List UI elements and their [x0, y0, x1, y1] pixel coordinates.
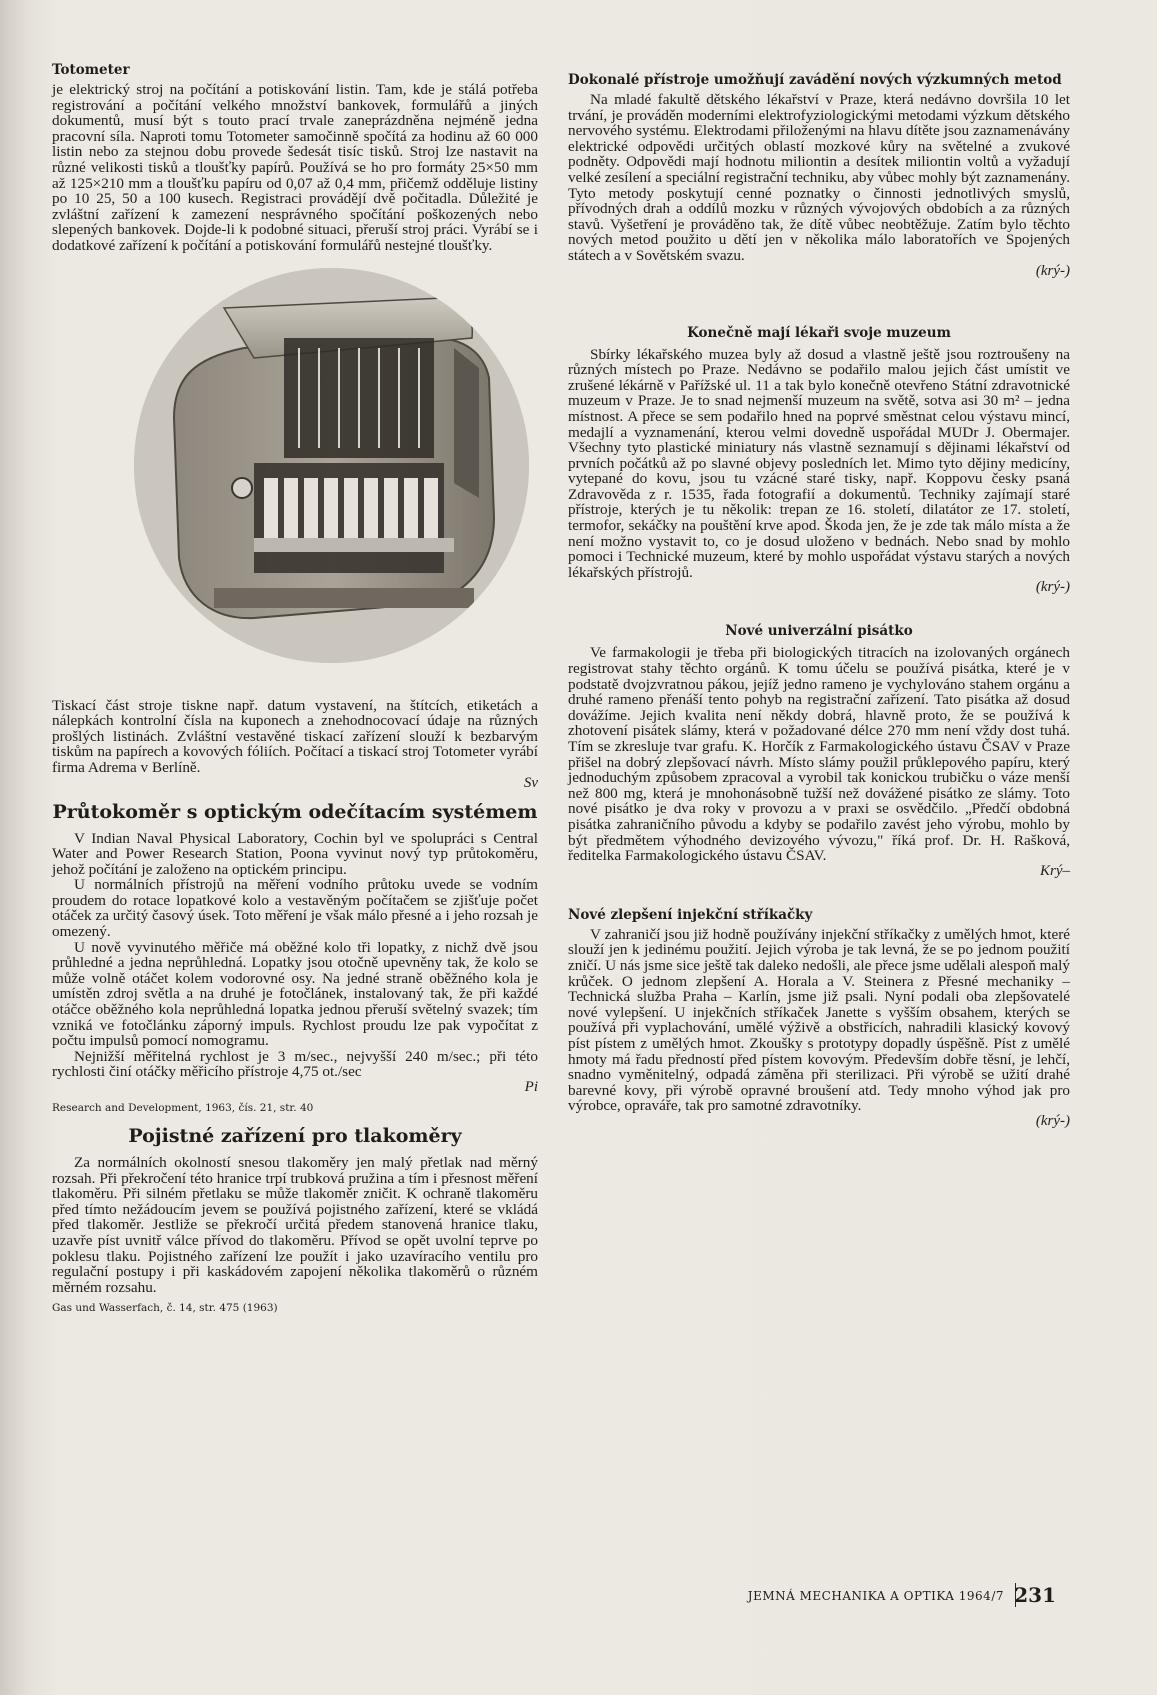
- page-number: 231: [1014, 1583, 1056, 1607]
- prutokomer-paragraph-4: Nejnižší měřitelná rychlost je 3 m/sec., nejvyšší 240 m/sec.; při této rychlosti činí otáčky měřicího přístroje 4,75 ot./sec: [52, 1047, 538, 1081]
- pojistne-paragraph-1: Za normálních okolností snesou tlakoměry jen malý přetlak nad měrný rozsah. Při překročení této hranice trpí trubková pružina a tím i přesnost měření tlakoměru. Při silném přetlaku se může tlakoměr zničit. K ochraně tlakoměru před tímto nežádoucím jevem se používá pojistného zařízení, které se vkládá před tlakoměr. Jestliže se překročí určitá předem stanovená hranice tlaku, uzavře píst uvnitř válce přívod do tlakoměru. Přívod se opět uvolní teprve po poklesu tlaku. Pojistného zařízení lze použít i jako uzavíracího ventilu pro regulační postupy i při kaskádovém zapojení několika tlakoměrů o různém měrném rozsahu.: [52, 1154, 538, 1296]
- totometer-machine-photo: [134, 268, 529, 663]
- prutokomer-signature: Pi: [524, 1079, 538, 1095]
- pisatko-title: Nové univerzální pisátko: [725, 623, 913, 640]
- left-column: [52, 62, 538, 1315]
- strikacky-title: Nové zlepšení injekční stříkačky: [568, 906, 813, 923]
- page-footer: [734, 1583, 1074, 1609]
- pojistne-source: Gas und Wasserfach, č. 14, str. 475 (1963): [52, 1302, 278, 1315]
- prutokomer-paragraph-3: U nově vyvinutého měřiče má oběžné kolo tři lopatky, z nichž dvě jsou průhledné a jedna neprůhledná. Lopatky jsou otočně upevněny tak, že kolo se může volně otáčet kolem vodorovné osy. Na jedné straně oběžného kola je umístěn zdroj světla a na druhé je fotočlánek, instalovaný tak, že při každé otáčce oběžného kola neprůhledná lopatka jednou přeruší světelný svazek; tím vzniká ve fotočlánku záporný impuls. Rychlost proudu lze pak vypočítat z počtu impulsů pomocí nomogramu.: [52, 938, 538, 1050]
- muzeum-paragraph-1: Sbírky lékařského muzea byly až dosud a vlastně ještě jsou roztroušeny na různých místech po Praze. Nedávno se podařilo malou jejich část umístit ve zrušené lékárně v Pařížské ul. 11 a tak bylo konečně otevřeno Státní zdravotnické muzeum v Praze. Je to snad nejmenší muzeum na světě, sotva asi 30 m² – jedna místnost. A přece se sem podařilo hned na poprvé směstnat celou výstavu mincí, medajlí a vyznamenání, kterou velmi dovedně uspořádal MUDr J. Obermajer. Všechny tyto plastické miniatury nás vlastně seznamují s dějinami lékařství od prvních počátků až po slavné objevy posledních let. Mimo tyto dějiny medicíny, vytepané do kovu, jsou tu vzácné staré tisky, např. Koppovu česky psaná Zdravověda z r. 1535, řada fotografií a dokumentů. Techniky zajímají staré přístroje, kterých je tu několik: trepan ze 16. století, dilatátor ze 17. století, termofor, sekáčky na pouštění krve apod. Škoda jen, že je zde tak málo místa a že není možno vystavit to, co je dosud uloženo v bednách. Nebo snad by mohlo pomoci i Technické muzeum, které by mohlo uspořádat výstavu starých a nových lékařských přístrojů.: [568, 345, 1070, 581]
- strikacky-paragraph-1: V zahraničí jsou již hodně používány injekční stříkačky z umělých hmot, které slouží jen k jedinému použití. Jejich výroba je tak levná, že se po jednom použití zničí. U nás jsme sice ještě tak daleko nedošli, ale přece jsme udělali alespoň malý krůček. O jednom zlepšení A. Horala a V. Steinera z Přesné mechaniky – Technická služba Praha – Karlín, jsme již psali. Nyní podali oba zlepšovatelé nové vylepšení. U injekčních stříkaček Janette s vyšším obsahem, kterých se používá při vyplachování, umělé výživě a obstřicích, nahradili klasický kovový píst pístem z umělých hmot. Zkoušky s prototypy dopadly úspěšně. Píst z umělé hmoty má řadu předností před pístem kovovým. Především dobře těsní, je lehčí, snadno vyměnitelný, odpadá záměna při sterilizaci. Při výrobě se užití drahé barevné kovy, při výrobě opravné broušení atd. Tedy mnoho výhod jak pro výrobce, opraváře, tak pro samotné zdravotníky.: [568, 925, 1070, 1115]
- dokonale-paragraph-1: Na mladé fakultě dětského lékařství v Praze, která nedávno dovršila 10 let trvání, je prováděn moderními elektrofyziologickými metodami výzkum dětského nervového systému. Elektrodami přiloženými na hlavu dítěte jsou zaznamenávány elektrické odpovědi určitých oblastí mozkové kůry na světelné a zvukové podněty. Odpovědi mají hodnotu miliontin a desítek miliontin voltů a vyžadují velké zesílení a speciální registrační techniku, aby vůbec mohly být zaznamenány. Tyto metody poskytují cenné poznatky o činnosti jednotlivých smyslů, přívodných drah a oddílů mozku v různých vývojových obdobích a za různých stavů. Vyšetření je prováděno tak, že dítě vůbec neobtěžuje. Zatím bylo těchto nových metod použito u dětí jen v několika málo laboratořích ve Spojených státech a v Sovětském svazu.: [568, 91, 1070, 264]
- pisatko-signature: Krý–: [1040, 862, 1070, 879]
- journal-title: JEMNÁ MECHANIKA A OPTIKA 1964/7: [747, 1589, 1004, 1603]
- right-column: [568, 72, 1070, 1129]
- muzeum-signature: (krý-): [1035, 579, 1070, 596]
- pojistne-title: Pojistné zařízení pro tlakoměry: [128, 1125, 462, 1147]
- dokonale-title: Dokonalé přístroje umožňují zavádění nových výzkumných metod: [568, 72, 1062, 88]
- prutokomer-paragraph-2: U normálních přístrojů na měření vodního průtoku uvede se vodním proudem do rotace lopatkové kolo a vestavěným počítačem se zjišťuje počet otáček za určitý časový úsek. Toto měření je však málo přesné a i jeho rozsah je omezený.: [52, 876, 538, 941]
- prutokomer-source: Research and Development, 1963, čís. 21, str. 40: [52, 1102, 314, 1114]
- totometer-paragraph-1: je elektrický stroj na počítání a potiskování listin. Tam, kde je stálá potřeba registrování a počítání velkého množství bankovek, formulářů a jiných dokumentů, musí být s touto prací trvale zaneprázdněna nejméně jedna pracovní síla. Naproti tomu Totometer samočinně spočítá za hodinu až 60 000 listin nebo za stejnou dobu provede šedesát tisíc tisků. Stroj lze nastavit na různé velikosti tisků a tloušťky papírů. Používá se ho pro formáty 25×50 mm až 125×210 mm a tloušťku papíru od 0,07 až 0,4 mm, přičemž odděluje listiny po 10 25, 50 a 100 kusech. Registraci provádějí dvě počitadla. Důležité je zvláštní zařízení k zamezení nesprávného spočítání poškozených nebo slepených bankovek. Dojde-li k podobné situaci, přeruší stroj práci. Vyrábí se i dodatkové zařízení k počítání a potiskování formulářů nestejné tloušťky.: [52, 81, 538, 254]
- totometer-title: Totometer: [52, 62, 130, 78]
- prutokomer-paragraph-1: V Indian Naval Physical Laboratory, Cochin byl ve spolupráci s Central Water and Power Research Station, Poona vyvinut nový typ průtokoměru, jehož počítání je založeno na optickém principu.: [52, 829, 538, 878]
- pisatko-paragraph-1: Ve farmakologii je třeba při biologických titracích na izolovaných orgánech registrovat stahy těchto orgánů. K tomu účelu se používá pisátka, které je v podstatě dvojzvratnou pákou, jejíž jedno rameno je vychylováno stahem orgánu a druhé rameno přenáší tento pohyb na registrační zařízení. Tato pisátka až dosud dovážíme. Jejich kvalita není někdy dobrá, hlavně proto, že se používá k zhotovení pisátek slámy, která v požadované délce 270 mm není vždy dost tuhá. Tím se zkresluje tvar grafu. K. Horčík z Farmakologického ústavu ČSAV v Praze přišel na dobrý zlepšovací návrh. Místo slámy použil průklepového papíru, který jednoduchým způsobem zpracoval a vyrobil tak konickou trubičku o váze menší než 800 mg, která je mnohonásobně tužší než dovážené pisátko ze slámy. Toto nové pisátko je dva roky v provozu a v praxi se osvědčilo. „Předčí obdobná pisátka zahraničního původu a kdyby se podařilo zavést jeho výrobu, mohlo by být předmětem výhodného devizového vývozu," říká prof. Dr. H. Rašková, ředitelka Farmakologického ústavu ČSAV.: [568, 644, 1070, 865]
- dokonale-signature: (krý-): [1035, 262, 1070, 279]
- totometer-paragraph-2: Tiskací část stroje tiskne např. datum vystavení, na štítcích, etiketách a nálepkách kontrolní čísla na kuponech a znehodnocovací údaje na různých prošlých listinách. Zvláštní vestavěné tiskací zařízení slouží k bezbarvým tiskům na papírech a kovových fóliích. Počítací a tiskací stroj Totometer vyrábí firma Adrema v Berlíně.: [52, 696, 538, 776]
- muzeum-title: Konečně mají lékaři svoje muzeum: [687, 324, 951, 341]
- totometer-signature: Sv: [523, 774, 538, 791]
- totometer-photo-frame: [52, 268, 538, 688]
- strikacky-signature: (krý-): [1035, 1112, 1070, 1129]
- prutokomer-title: Průtokoměr s optickým odečítacím systémem: [52, 800, 538, 823]
